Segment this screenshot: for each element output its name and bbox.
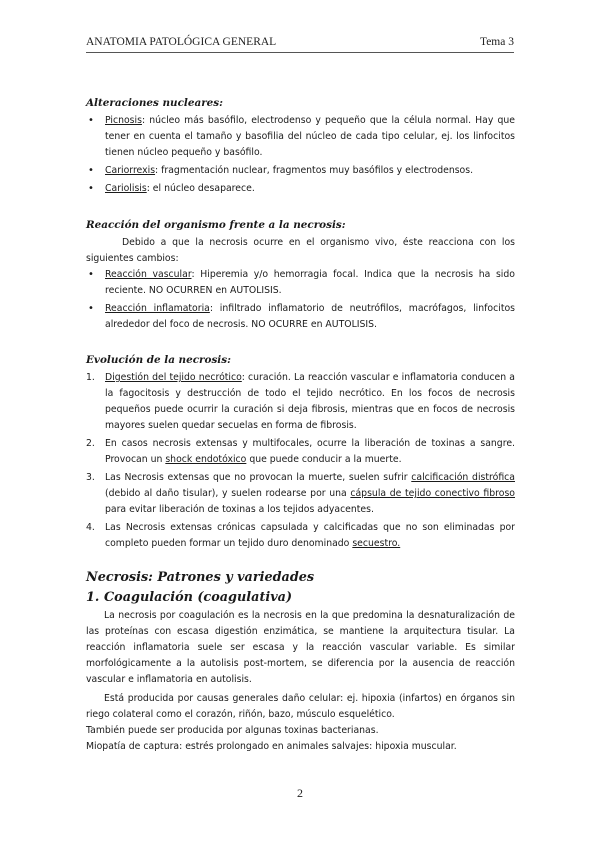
list-item: • Reacción vascular: Hiperemia y/o hemorragia focal. Indica que la necrosis ha sido reciente. NO OCURREN en AUTOLISIS. [86, 267, 515, 299]
list-item: • Picnosis: núcleo más basófilo, electrodenso y pequeño que la célula normal. Hay que tener en cuenta el tamaño y basofilia del núcleo de cada tipo celular, ej. los linfocitos tienen núcleo pequeño y basófilo. [86, 113, 515, 161]
section-heading: Reacción del organismo frente a la necrosis: [86, 219, 346, 231]
paragraph: Debido a que la necrosis ocurre en el organismo vivo, éste reacciona con los siguientes cambios: [86, 237, 515, 264]
section-nuclear [86, 95, 515, 197]
bullet-list [86, 113, 515, 197]
paragraph: Está producida por causas generales daño celular: ej. hipoxia (infartos) en órganos sin riego colateral como el corazón, riñón, bazo, músculo esquelético. [86, 693, 515, 720]
section-patterns [86, 568, 515, 755]
page-header [86, 36, 514, 48]
section-heading: Necrosis: Patrones y variedades [86, 570, 315, 585]
list-item: • Cariolisis: el núcleo desaparece. [86, 181, 515, 197]
document-body [86, 95, 515, 755]
section-evolution [86, 352, 515, 552]
list-item: 3. Las Necrosis extensas que no provocan la muerte, suelen sufrir calcificación distrófica (debido al daño tisular), y suelen rodearse por una cápsula de tejido conectivo fibroso para evitar liberación de toxinas a los tejidos adyacentes. [86, 472, 515, 515]
numbered-list [86, 370, 515, 552]
list-item: • Cariorrexis: fragmentación nuclear, fragmentos muy basófilos y electrodensos. [86, 163, 515, 179]
list-item: 2. En casos necrosis extensas y multifocales, ocurre la liberación de toxinas a sangre. Provocan un shock endotóxico que puede conducir a la muerte. [86, 438, 515, 465]
list-item: • Reacción inflamatoria: infiltrado inflamatorio de neutrófilos, macrófagos, linfocitos alrededor del foco de necrosis. NO OCURRE en AUTOLISIS. [86, 301, 515, 333]
bullet-list [86, 267, 515, 333]
paragraph: También puede ser producida por algunas toxinas bacterianas. [86, 725, 379, 736]
subsection-heading: 1. Coagulación (coagulativa) [86, 590, 292, 605]
paragraph: Miopatía de captura: estrés prolongado en animales salvajes: hipoxia muscular. [86, 741, 457, 752]
header-rule [86, 52, 514, 53]
section-heading: Alteraciones nucleares: [86, 97, 223, 109]
header-topic: Tema 3 [479, 36, 514, 48]
list-item: 4. Las Necrosis extensas crónicas capsulada y calcificadas que no son eliminadas por completo pueden formar un tejido duro denominado secuestro. [86, 522, 515, 549]
list-item: 1. Digestión del tejido necrótico: curación. La reacción vascular e inflamatoria conducen a la fagocitosis y destrucción de todo el tejido necrótico. En los focos de necrosis pequeños puede ocurrir la curación si deja fibrosis, mientras que en focos de necrosis mayores suelen quedar secuelas en forma de fibrosis. [86, 372, 515, 431]
section-heading: Evolución de la necrosis: [86, 354, 231, 366]
page-number: 2 [297, 786, 303, 800]
header-title: ANATOMIA PATOLÓGICA GENERAL [86, 36, 277, 48]
section-reaction [86, 217, 515, 333]
paragraph: La necrosis por coagulación es la necrosis en la que predomina la desnaturalización de las proteínas con escasa digestión enzimática, se mantiene la arquitectura tisular. La reacción inflamatoria suele ser escasa y la reacción vascular variable. Es similar morfológicamente a la autolisis post-mortem, se diferencia por la ausencia de reacción vascular e inflamatoria en autolisis. [86, 610, 515, 685]
